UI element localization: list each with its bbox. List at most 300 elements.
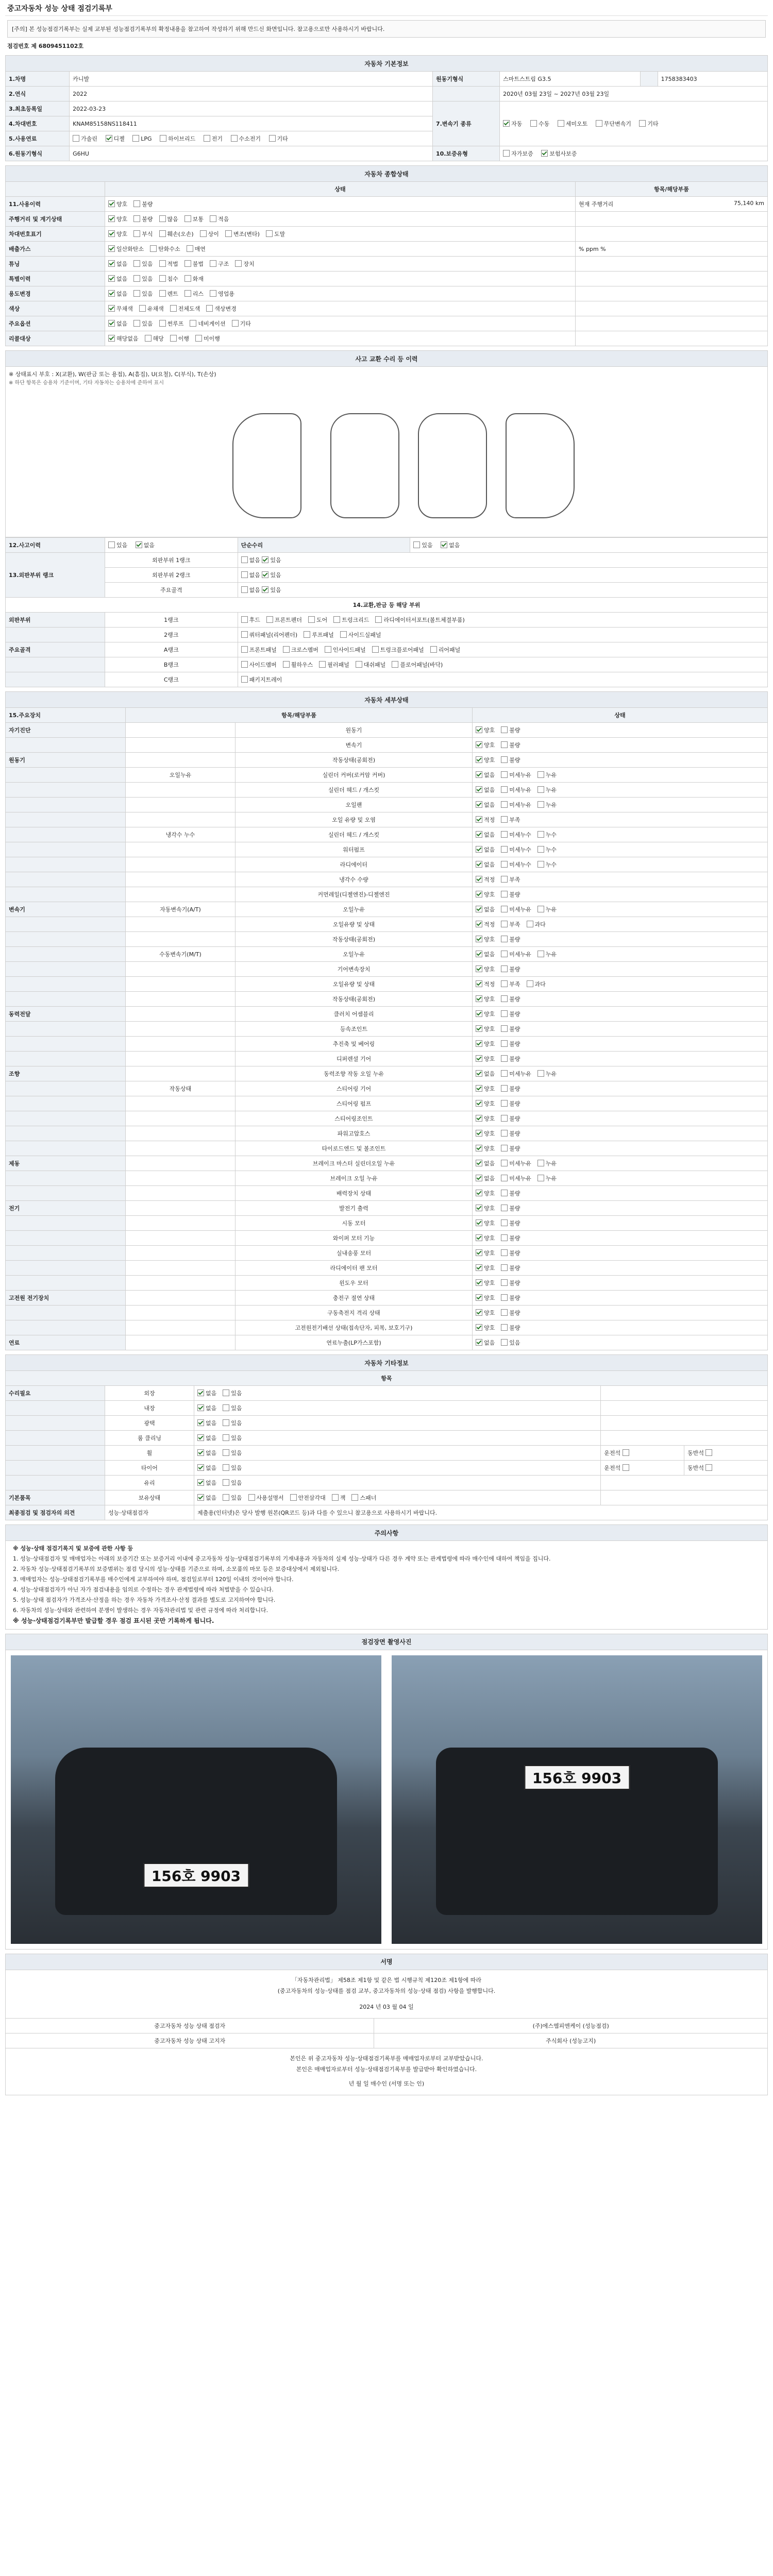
detail-row (6, 738, 768, 753)
detail-row (6, 962, 768, 977)
detail-row (6, 1037, 768, 1052)
checkbox (476, 1130, 482, 1137)
detail-row (6, 798, 768, 812)
detail-item: 변속기 (236, 738, 473, 753)
sign-date: 2024 년 03 월 04 일 (359, 2003, 414, 2010)
label: 3.최초등록일 (6, 101, 70, 116)
option: 없음 (197, 1479, 216, 1487)
checkbox (136, 541, 142, 548)
checkbox (184, 260, 191, 267)
option: 양호 (108, 215, 127, 223)
option: 없음 (197, 1389, 216, 1397)
extra-item: 보유상태 (105, 1490, 194, 1505)
detail-sub (126, 1306, 236, 1320)
option: 누수 (537, 860, 557, 869)
checkbox (197, 1389, 204, 1396)
option: 없음 (476, 786, 495, 794)
detail-item: 구동축전지 격리 상태 (236, 1306, 473, 1320)
option: 적정 (476, 816, 495, 824)
option: 리어패널 (430, 646, 461, 654)
detail-row (6, 1320, 768, 1335)
note-item: 5. 성능·상태 점검자가 가격조사·산정을 하는 경우 자동차 가격조사·산정 결과를 별도로 고지하여야 합니다. (13, 1596, 276, 1603)
checkbox (476, 1100, 482, 1107)
detail-sub (126, 798, 236, 812)
detail-row (6, 1111, 768, 1126)
label: 13.외판부위 랭크 (6, 553, 105, 598)
detail-item: 시동 모터 (236, 1216, 473, 1231)
general-row (6, 227, 768, 242)
value: KNAM85158NS118411 (70, 116, 433, 131)
option: 필러패널 (319, 660, 349, 669)
detail-row (6, 783, 768, 798)
checkbox (501, 1294, 508, 1301)
detail-sub (126, 1096, 236, 1111)
checkbox (223, 1434, 229, 1441)
detail-item: 실린더 헤드 / 개스킷 (236, 783, 473, 798)
checkbox (476, 1339, 482, 1346)
detail-row (6, 1141, 768, 1156)
issuer-value: 주식회사 (성능고지) (374, 2033, 768, 2048)
detail-group: 연료 (6, 1335, 126, 1350)
checkbox (108, 305, 115, 312)
option: 양호 (476, 1294, 495, 1302)
row-options (105, 227, 576, 242)
detail-sub (126, 1126, 236, 1141)
option: 불량 (501, 1294, 520, 1302)
option: 쿼터패널(리어펜더) (241, 631, 298, 639)
general-row (6, 242, 768, 257)
option: 양호 (476, 1324, 495, 1332)
detail-group: 전기 (6, 1201, 126, 1216)
option: 양호 (476, 756, 495, 764)
checkbox (159, 290, 166, 297)
cert-number (7, 42, 766, 50)
option: 색상변경 (206, 304, 237, 313)
checkbox (558, 120, 564, 127)
option: 라디에이터서포트(볼트체결부품) (375, 616, 464, 624)
row-note (576, 212, 768, 227)
option: 탄화수소 (150, 245, 180, 253)
general-row (6, 316, 768, 331)
option: 미세누유 (501, 905, 531, 913)
option: 없음 (476, 801, 495, 809)
row-note (576, 316, 768, 331)
plate-rear: 156호 9903 (524, 1765, 630, 1790)
checkbox (476, 1249, 482, 1256)
detail-group (6, 1141, 126, 1156)
accident-options: 있음 없음 (105, 538, 238, 553)
detail-item: 동력조향 작동 오일 누유 (236, 1066, 473, 1081)
option: 미세누수 (501, 845, 531, 854)
label: 5.사용연료 (6, 131, 70, 146)
parts-items (238, 657, 767, 672)
option: 휠하우스 (283, 660, 313, 669)
detail-group (6, 1022, 126, 1037)
label (432, 87, 499, 101)
detail-state (473, 992, 768, 1007)
option: 있음 (223, 1449, 242, 1457)
detail-group (6, 1261, 126, 1276)
option: 있음 (133, 319, 153, 328)
option: 네비게이션 (190, 319, 225, 328)
option: 누수 (537, 831, 557, 839)
detail-state (473, 827, 768, 842)
option: 없음 (197, 1464, 216, 1472)
detail-item: 오일 유량 및 오염 (236, 812, 473, 827)
section-notes: 주의사항 (6, 1525, 768, 1541)
checkbox (501, 726, 508, 733)
option: 도어 (308, 616, 327, 624)
col-state: 상태 (473, 708, 768, 723)
checkbox (133, 200, 140, 207)
option: 있음 (501, 1338, 520, 1347)
detail-group (6, 798, 126, 812)
option: 누유 (537, 1070, 557, 1078)
option: 있음 (223, 1494, 242, 1502)
option: 불량 (501, 1309, 520, 1317)
checkbox (108, 215, 115, 222)
checkbox (476, 1234, 482, 1241)
detail-group (6, 857, 126, 872)
label: 원동기형식 (432, 72, 499, 87)
row-label: 튜닝 (6, 257, 105, 272)
detail-item: 디퍼렌셜 기어 (236, 1052, 473, 1066)
option: 없음 (197, 1404, 216, 1412)
car-bottom-icon (418, 413, 487, 518)
fuel-options: 가솔린 디젤 LPG 하이브리드 전기 수소전기 기타 (70, 131, 433, 146)
extra-group (6, 1416, 105, 1431)
note-item: 6. 자동차의 성능·상태와 관련하여 분쟁이 발생하는 경우 자동차관리법 및 관련 규정에 따라 처리합니다. (13, 1606, 268, 1614)
detail-row (6, 887, 768, 902)
option: 루프패널 (304, 631, 334, 639)
detail-row (6, 827, 768, 842)
detail-group (6, 827, 126, 842)
option: 양호 (476, 1084, 495, 1093)
detail-group (6, 1126, 126, 1141)
extra-options (194, 1476, 601, 1490)
option: 적정 (476, 875, 495, 884)
checkbox (501, 771, 508, 778)
option: 양호 (476, 1144, 495, 1153)
extra-options (194, 1490, 601, 1505)
option: 침수 (159, 275, 178, 283)
row-label: 용도변경 (6, 286, 105, 301)
detail-state (473, 887, 768, 902)
parts-row (6, 613, 768, 628)
extra-group: 수리필요 (6, 1386, 105, 1401)
option: 불량 (501, 756, 520, 764)
checkbox (325, 646, 331, 653)
checkbox (210, 290, 216, 297)
damage-table (5, 350, 768, 367)
option: 있음 (133, 290, 153, 298)
option: 패키지트레이 (241, 675, 282, 684)
option: 없음 (197, 1419, 216, 1427)
detail-sub (126, 1066, 236, 1081)
checkbox (159, 260, 166, 267)
option: 프론트패널 (241, 646, 277, 654)
checkbox (476, 1040, 482, 1047)
detail-item: 스티어링 기어 (236, 1081, 473, 1096)
option: 미세누수 (501, 831, 531, 839)
checkbox (705, 1464, 712, 1471)
extra-group (6, 1401, 105, 1416)
checkbox (501, 831, 508, 838)
option: 없음 (197, 1494, 216, 1502)
detail-state (473, 1037, 768, 1052)
note-item: 4. 성능·상태점검자가 아닌 자가 점검내용을 임의로 수정하는 경우 관계법령에 따라 처벌받을 수 있습니다. (13, 1586, 274, 1593)
checkbox (108, 260, 115, 267)
checkbox (476, 1205, 482, 1211)
row-options (105, 212, 576, 227)
checkbox (503, 150, 510, 157)
legend-text: ※ 상태표시 부호 : X(교환), W(판금 또는 용접), A(흠집), U(요철), C(부식), T(손상) (9, 371, 216, 378)
option: 누유 (537, 950, 557, 958)
detail-sub (126, 872, 236, 887)
repair-options: 있음 없음 (410, 538, 768, 553)
extra-options (194, 1416, 601, 1431)
detail-row (6, 992, 768, 1007)
checkbox (133, 230, 140, 237)
checkbox (266, 616, 273, 623)
extra-row (6, 1401, 768, 1416)
checkbox (476, 1025, 482, 1032)
car-top-icon (330, 413, 399, 518)
detail-sub (126, 1231, 236, 1246)
checkbox (476, 1055, 482, 1062)
signature-table (5, 1954, 768, 2095)
checkbox (476, 741, 482, 748)
detail-item: 오일유량 및 상태 (236, 977, 473, 992)
detail-group (6, 1111, 126, 1126)
checkbox (290, 1494, 297, 1501)
checkbox (501, 1309, 508, 1316)
option: 양호 (108, 200, 127, 208)
checkbox (476, 1115, 482, 1122)
row-note (576, 272, 768, 286)
checkbox (476, 771, 482, 778)
extra-group (6, 1461, 105, 1476)
detail-row (6, 1186, 768, 1201)
extra-row (6, 1490, 768, 1505)
detail-group (6, 768, 126, 783)
checkbox (190, 320, 196, 327)
col-item: 항목 (6, 1371, 768, 1386)
detail-state (473, 1007, 768, 1022)
option: 보통 (184, 215, 204, 223)
checkbox (527, 980, 533, 987)
checkbox (223, 1494, 229, 1501)
extra-item: 유리 (105, 1476, 194, 1490)
checkbox (332, 1494, 339, 1501)
row-options (105, 197, 576, 212)
detail-sub (126, 932, 236, 947)
option: 양호 (476, 1025, 495, 1033)
detail-row (6, 768, 768, 783)
label: 12.사고이력 (6, 538, 105, 553)
option: 유채색 (139, 304, 164, 313)
checkbox (225, 230, 232, 237)
detail-state (473, 1141, 768, 1156)
extra-group (6, 1476, 105, 1490)
detail-state (473, 1156, 768, 1171)
option: 적법 (159, 260, 178, 268)
checkbox (73, 135, 79, 142)
parts-rank: C랭크 (105, 672, 238, 687)
option: 있음 (223, 1464, 242, 1472)
detail-state (473, 872, 768, 887)
option: 후드 (241, 616, 260, 624)
col-device: 15.주요장치 (6, 708, 126, 723)
detail-item: 등속조인트 (236, 1022, 473, 1037)
cert-value: 6809451102호 (38, 43, 83, 49)
checkbox (133, 290, 140, 297)
detail-row (6, 842, 768, 857)
detail-item: 충전구 절연 상태 (236, 1291, 473, 1306)
section-detail: 자동차 세부상태 (6, 692, 768, 708)
option: 불량 (501, 1025, 520, 1033)
detail-state (473, 842, 768, 857)
checkbox (537, 771, 544, 778)
option: 불량 (501, 1099, 520, 1108)
checkbox (476, 801, 482, 808)
checkbox (108, 320, 115, 327)
detail-sub (126, 1111, 236, 1126)
notice-text: [주의] 본 성능점검기록부는 실제 교부된 성능점검기록부의 확정내용을 참고하여 작성하기 위해 만드신 화면입니다. 참고용으로만 사용하시기 바랍니다. (7, 20, 766, 38)
checkbox (501, 741, 508, 748)
checkbox (501, 951, 508, 957)
option: 불량 (501, 995, 520, 1003)
parts-group (6, 657, 105, 672)
option (623, 1464, 631, 1471)
opinion-item: 성능·상태점검자 (105, 1505, 194, 1520)
detail-row (6, 872, 768, 887)
notes-body (6, 1541, 768, 1630)
detail-row (6, 1052, 768, 1066)
detail-item: 작동상태(공회전) (236, 992, 473, 1007)
detail-item: 추진축 및 베어링 (236, 1037, 473, 1052)
detail-group (6, 1171, 126, 1186)
checkbox (476, 891, 482, 897)
detail-group (6, 1052, 126, 1066)
checkbox (501, 1190, 508, 1196)
section-photos: 점검장면 촬영사진 (6, 1634, 768, 1650)
checkbox (537, 1160, 544, 1166)
option: 구조 (210, 260, 229, 268)
detail-group (6, 932, 126, 947)
detail-state (473, 1276, 768, 1291)
photos-table (5, 1634, 768, 1650)
option: 부족 (501, 875, 520, 884)
value: 1758383403 (658, 72, 767, 87)
checkbox (476, 1070, 482, 1077)
detail-state (473, 1246, 768, 1261)
checkbox (108, 230, 115, 237)
detail-state (473, 738, 768, 753)
row-label: 리콜대상 (6, 331, 105, 346)
label: 4.차대번호 (6, 116, 70, 131)
option: 불량 (501, 1055, 520, 1063)
option: 사이드멤버 (241, 660, 277, 669)
detail-state (473, 917, 768, 932)
extra-row (6, 1446, 768, 1461)
extra-row (6, 1416, 768, 1431)
option: 양호 (476, 1040, 495, 1048)
option: 훼손(오손) (159, 230, 194, 238)
option: 없음 (197, 1434, 216, 1442)
option: 장치 (235, 260, 254, 268)
checkbox (623, 1449, 629, 1456)
detail-sub (126, 1141, 236, 1156)
checkbox (441, 541, 447, 548)
option: 누수 (537, 845, 557, 854)
option: 없음 (476, 831, 495, 839)
checkbox (340, 631, 347, 638)
car-side-right-icon (506, 413, 575, 518)
checkbox (223, 1419, 229, 1426)
detail-item: 실린더 헤드 / 개스킷 (236, 827, 473, 842)
detail-item: 실린더 커버(로커암 커버) (236, 768, 473, 783)
option: 불량 (501, 1189, 520, 1197)
checkbox (132, 135, 139, 142)
checkbox (372, 646, 379, 653)
checkbox (159, 215, 166, 222)
detail-row (6, 723, 768, 738)
detail-group (6, 1231, 126, 1246)
detail-row (6, 902, 768, 917)
option: 미세누수 (501, 860, 531, 869)
option: 양호 (476, 1055, 495, 1063)
option: 불량 (501, 935, 520, 943)
checkbox (108, 245, 115, 252)
row-options (105, 286, 576, 301)
detail-item: 냉각수 수량 (236, 872, 473, 887)
detail-row (6, 1291, 768, 1306)
detail-group (6, 738, 126, 753)
parts-group (6, 672, 105, 687)
transmission-options: 자동 수동 세미오토 무단변속기 기타 (500, 101, 768, 146)
checkbox (197, 1434, 204, 1441)
checkbox (133, 320, 140, 327)
option: 누유 (537, 1159, 557, 1167)
detail-sub (126, 1186, 236, 1201)
checkbox (413, 541, 420, 548)
checkbox (537, 906, 544, 912)
option: 썬루프 (159, 319, 184, 328)
detail-row (6, 1231, 768, 1246)
section-general: 자동차 종합상태 (6, 166, 768, 182)
option: 이행 (170, 334, 189, 343)
checkbox (501, 816, 508, 823)
checkbox (476, 786, 482, 793)
detail-sub (126, 962, 236, 977)
detail-state (473, 1081, 768, 1096)
general-state-table (5, 165, 768, 346)
option: 있음 (223, 1419, 242, 1427)
detail-group (6, 962, 126, 977)
checkbox (160, 135, 166, 142)
row-label: 11.사용이력 (6, 197, 105, 212)
option: 미세누유 (501, 801, 531, 809)
col-item (6, 182, 105, 197)
photo-row (5, 1650, 768, 1950)
option: 미세누유 (501, 1070, 531, 1078)
option: 해당 (145, 334, 164, 343)
cert-label: 점검번호 제 (7, 43, 37, 49)
detail-sub (126, 1037, 236, 1052)
option: 영업용 (210, 290, 234, 298)
detail-group (6, 1096, 126, 1111)
